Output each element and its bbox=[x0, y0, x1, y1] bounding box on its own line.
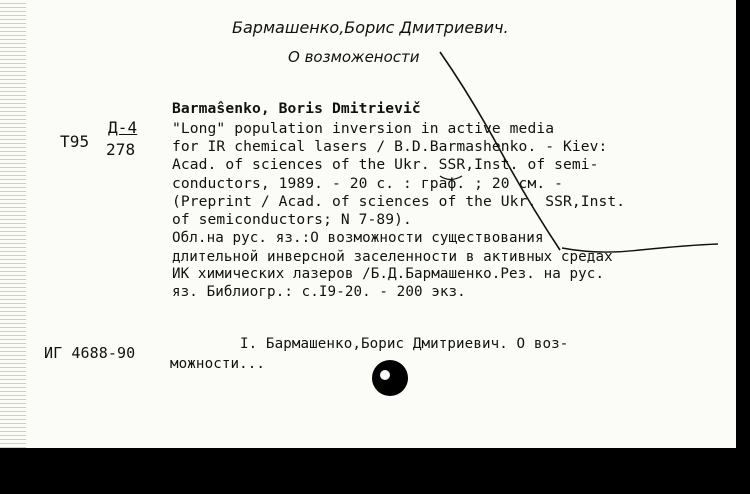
record-id: ИГ 4688-90 bbox=[44, 344, 136, 362]
entry-line: conductors, 1989. - 20 с. : граф. ; 20 см. - bbox=[172, 175, 563, 192]
entry-line: for IR chemical lasers / B.D.Barmashenko. - Kiev: bbox=[172, 138, 608, 155]
entry-line: яз. Библиогр.: с.I9-20. - 200 экз. bbox=[172, 284, 466, 300]
shelf-prefix: Т95 bbox=[60, 132, 90, 151]
entry-line: длительной инверсной заселенности в активных средах bbox=[172, 249, 613, 265]
entry-line: Обл.на рус. яз.:О возможности существования bbox=[172, 230, 544, 246]
tracing-line: I. Бармашенко,Борис Дмитриевич. О воз- bbox=[240, 336, 569, 352]
entry-line: of semiconductors; N 7-89). bbox=[172, 211, 412, 228]
scan-border-right bbox=[736, 0, 750, 494]
punch-hole bbox=[372, 360, 408, 396]
handwritten-subject: О возможености bbox=[288, 48, 420, 66]
handwritten-author: Бармашенко,Борис Дмитриевич. bbox=[232, 18, 509, 37]
entry-line: (Preprint / Acad. of sciences of the Ukr. SSR,Inst. bbox=[172, 193, 626, 210]
shelf-mark-bottom: 278 bbox=[106, 140, 136, 159]
entry-line: ИК химических лазеров /Б.Д.Бармашенко.Рез. на рус. bbox=[172, 266, 605, 282]
tracing-line: можности... bbox=[170, 356, 266, 372]
entry-line: Acad. of sciences of the Ukr. SSR,Inst. of semi- bbox=[172, 156, 599, 173]
scan-border-bottom bbox=[0, 448, 750, 494]
entry-line: Barmaŝenko, Boris Dmitrievič bbox=[172, 100, 421, 117]
entry-line: "Long" population inversion in active media bbox=[172, 120, 555, 137]
shelf-mark-top: Д-4 bbox=[108, 118, 138, 137]
